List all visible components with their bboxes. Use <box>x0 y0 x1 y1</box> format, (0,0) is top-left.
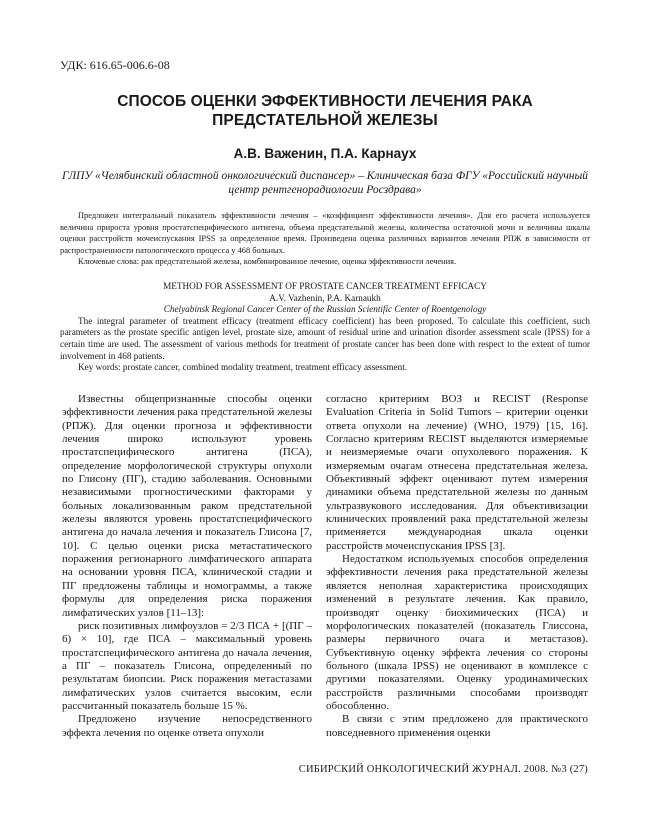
en-title: METHOD FOR ASSESSMENT OF PROSTATE CANCER TREATMENT EFFICACY <box>163 281 487 291</box>
body-column-left <box>62 393 312 740</box>
abstract-ru-text: Предложен интегральный показатель эффективности лечения – «коэффициент эффективности лечения». Для его расчета используется величина прироста уровня простатспецифического антигена, объема предстательной железы, количества остаточной мочи и величины шкалы оценки расстройств мочеиспускания IPSS за определенное время. Произведена оценка различных вариантов лечения РПЖ в зависимости от распространенности патологического процесса у 468 больных. <box>60 211 590 255</box>
udc-code: УДК: 616.65-006.6-08 <box>60 58 170 72</box>
paragraph: В связи с этим предложено для практического повседневного применения оценки <box>326 713 588 739</box>
paragraph: Известны общепризнанные способы оценки эффективности лечения рака предстательной железы (РПЖ). Для оценки прогноза и эффективности лечения широко используют уровень простатспецифического антигена (ПСА), определение морфологической структуры опухоли по Глисону (ПГ), стадию заболевания. Основными независимыми прогностическими факторами у больных локализованным раком предстательной железы являются уровень простатспецифического антигена до начала лечения и показатель Глисона [7, 10]. С целью оценки риска метастатического поражения регионарного лимфатического аппарата на основании уровня ПСА, клинической стадии и ПГ предложены таблицы и номограммы, а также формулы для определения риска поражения лимфатических узлов [11–13]: <box>62 393 312 619</box>
paragraph: риск позитивных лимфоузлов = 2/3 ПСА + [(ПГ – 6) × 10], где ПСА – максимальный уровень простатспецифического антигена до начала лечения, а ПГ – показатель Глисона, определенный по результатам биопсии. Риск поражения метастазами лимфатических узлов считается высоким, если рассчитанный показатель больше 15 %. <box>62 619 312 712</box>
journal-footer: СИБИРСКИЙ ОНКОЛОГИЧЕСКИЙ ЖУРНАЛ. 2008. №3 (27) <box>298 764 588 775</box>
affiliation: ГЛПУ «Челябинский областной онкологический диспансер» – Клиническая база ФГУ «Российский научный центр рентгенорадиологии Росздрава» <box>61 170 589 196</box>
en-abstract-text: The integral parameter of treatment efficacy (treatment efficacy coefficient) has been proposed. To calculate this coefficient, such parameters as the prostate specific antigen level, prostate size, amount of residual urine and urination disorder assessment scale (IPSS) for a certain time are used. The assessment of various methods for treatment of prostate cancer has been done with respect to the extent of tumor involvement in 468 patients. <box>60 315 590 361</box>
en-keywords: Key words: prostate cancer, combined modality treatment, treatment efficacy assessment. <box>78 362 408 373</box>
keywords-ru: Ключевые слова: рак предстательной железы, комбинированное лечение, оценка эффективности лечения. <box>78 257 457 267</box>
abstract-ru <box>60 210 590 268</box>
article-authors: А.В. Важенин, П.А. Карнаух <box>233 146 417 161</box>
abstract-en <box>60 281 590 374</box>
paragraph: Предложено изучение непосредственного эффекта лечения по оценке ответа опухоли <box>62 713 312 739</box>
en-affiliation: Chelyabinsk Regional Cancer Center of the Russian Scientific Center of Roentgenology <box>163 304 487 315</box>
paragraph: Недостатком используемых способов определения эффективности лечения рака предстательной железы является неполная характеристика происходящих изменений в результате лечения. Как правило, производят оценку биохимических (ПСА) и морфологических показателей (показатель Глиссона, размеры первичного очага и метастазов). Субъективную оценку эффекта лечения со стороны больного (шкала IPSS) не оценивают в комплексе с другими показателями. Оценку уродинамических расстройств различными способами производят обособленно. <box>326 553 588 712</box>
body-column-right <box>326 393 588 740</box>
paragraph: согласно критериям ВОЗ и RECIST (Response Evaluation Criteria in Solid Tumors – критерии оценки ответа опухоли на лечение) (WHO, 1979) [15, 16]. Согласно критериям RECIST выделяются измеряемые и неизмеряемые очаги опухолевого поражения. К измеряемым очагам отнесена предстательная железа. Объективный эффект оценивают путем измерения динамики объема предстательной железы по данным ультразвукового исследования. Для объективизации клинических проявлений рака предстательной железы применяется международная шкала оценки расстройств мочеиспускания IPSS [3]. <box>326 393 588 552</box>
en-authors: A.V. Vazhenin, P.A. Karnaukh <box>269 292 381 303</box>
article-title: СПОСОБ ОЦЕНКИ ЭФФЕКТИВНОСТИ ЛЕЧЕНИЯ РАКА ПРЕДСТАТЕЛЬНОЙ ЖЕЛЕЗЫ <box>117 93 533 129</box>
